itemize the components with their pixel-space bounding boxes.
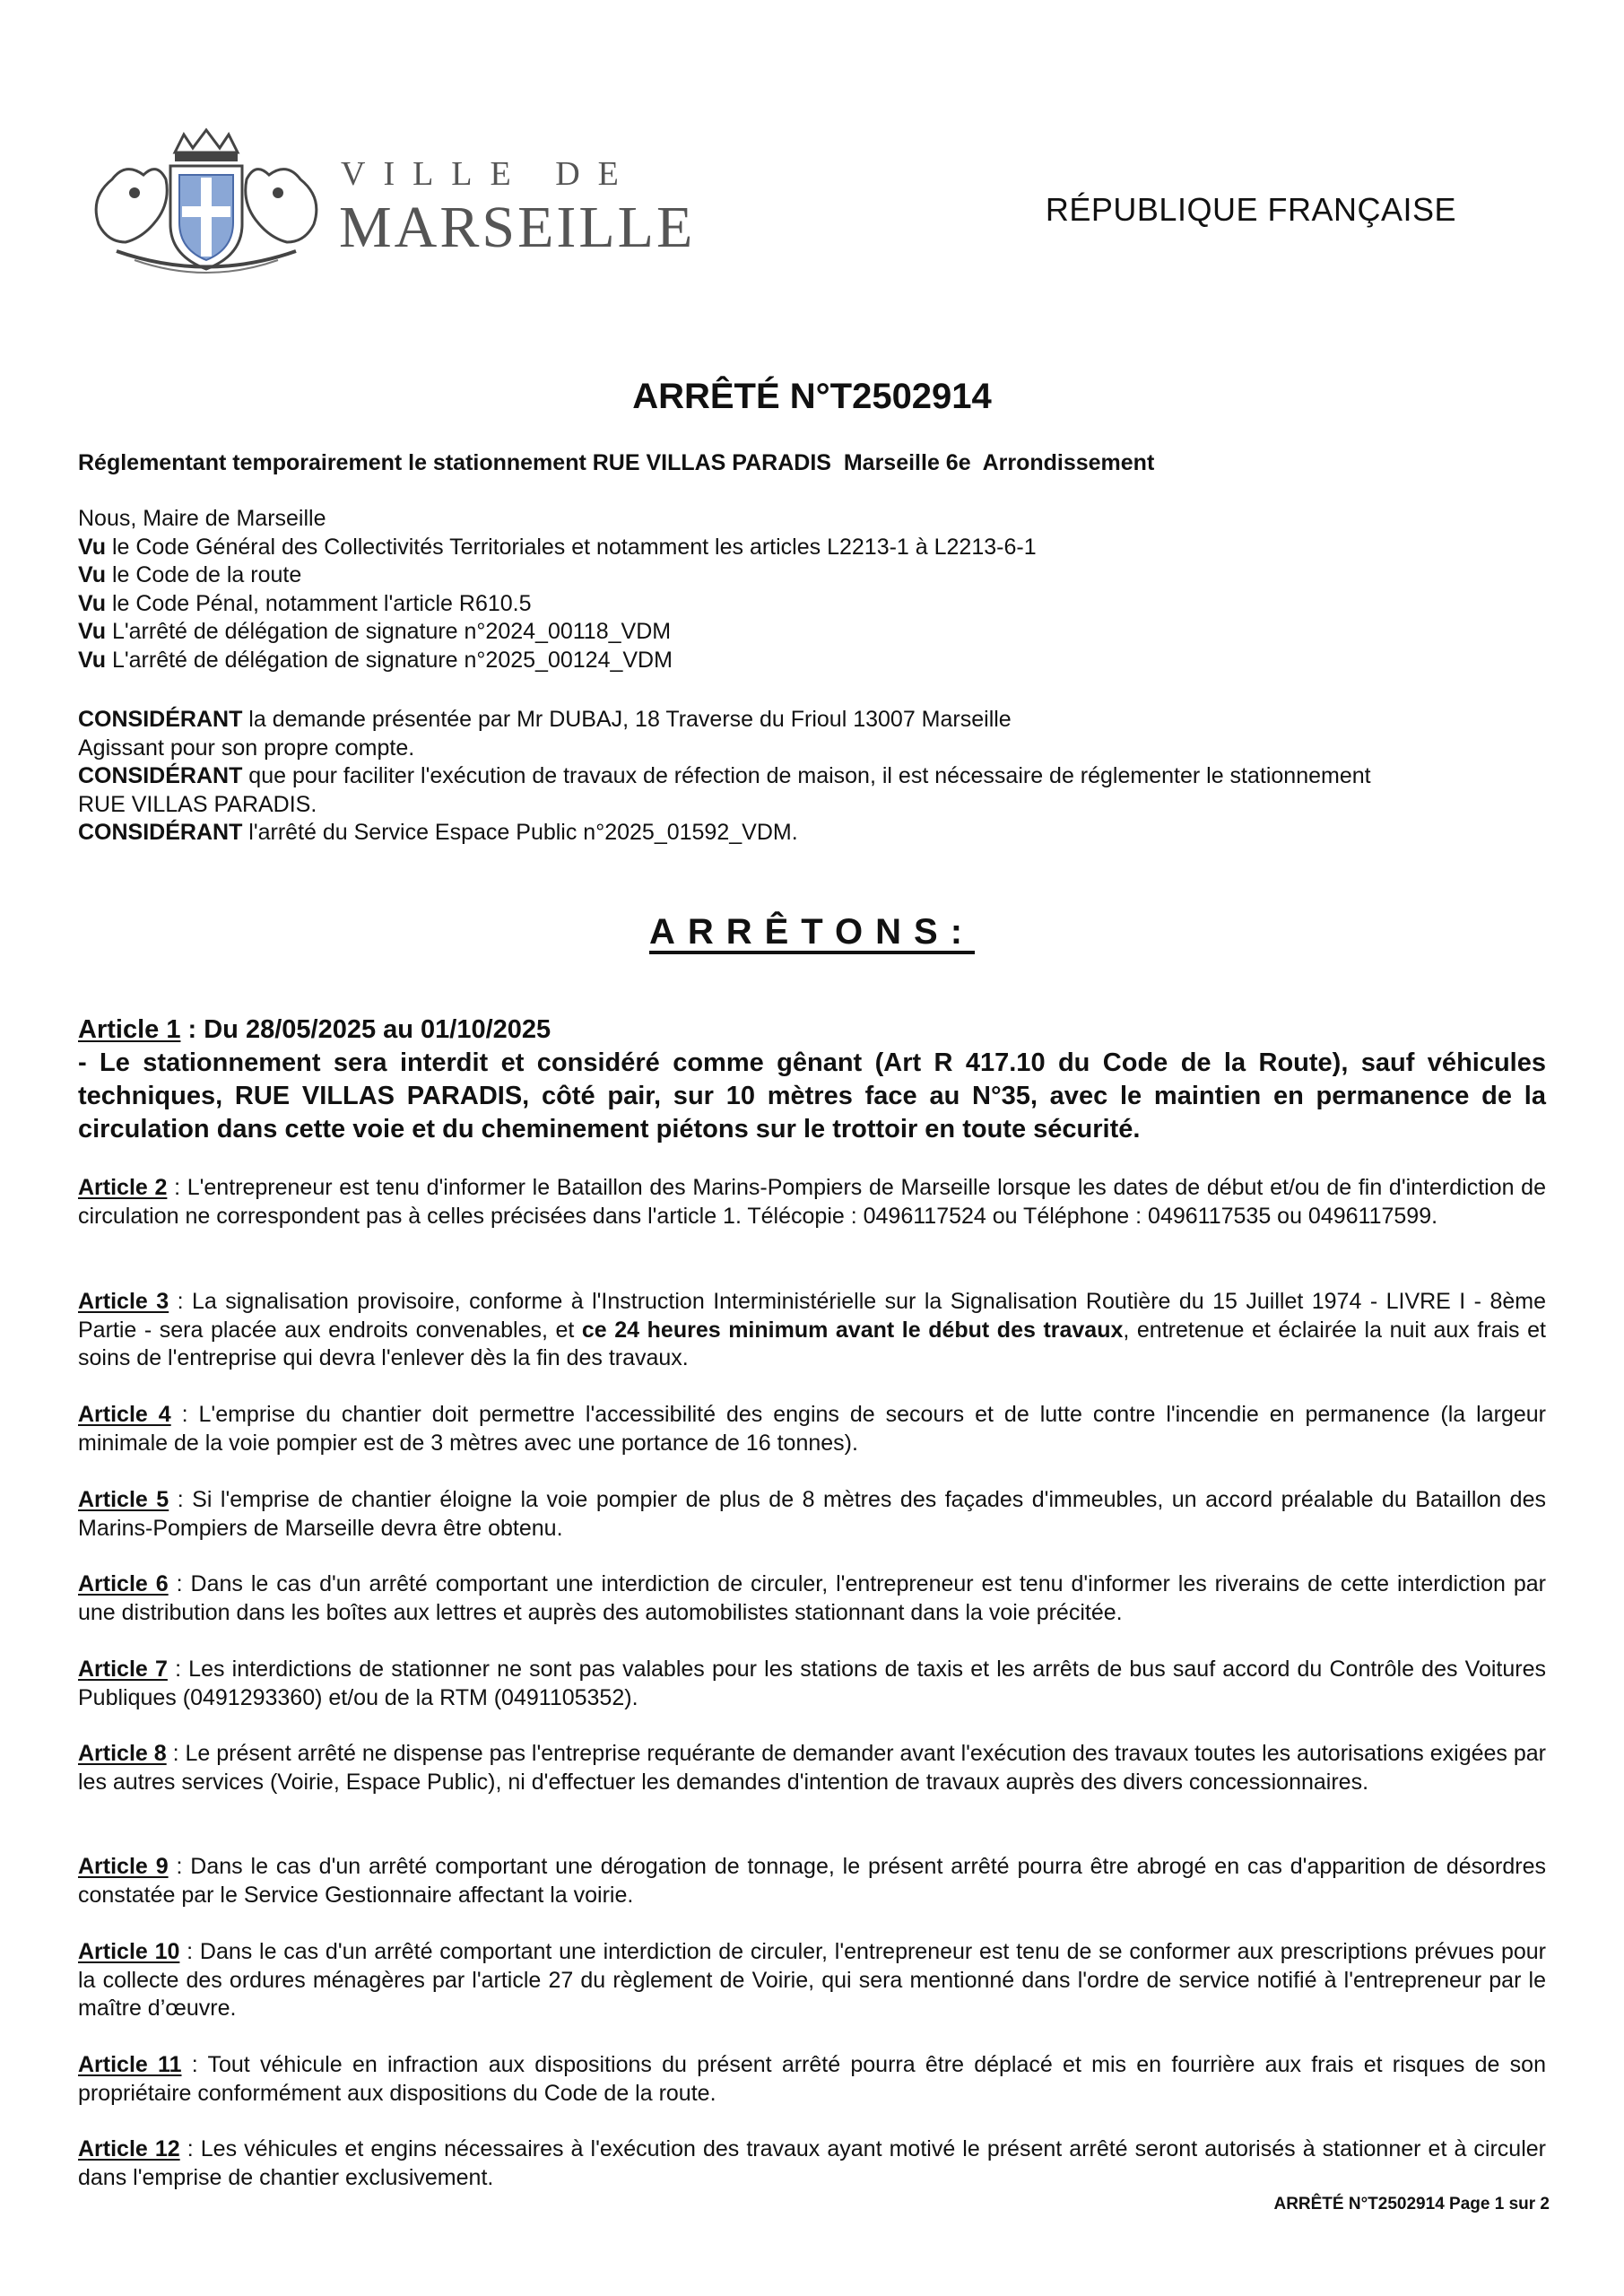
article-10: Article 10 : Dans le cas d'un arrêté comportant une interdiction de circuler, l'entrepreneur est tenu de se conformer aux prescriptions prévues pour la collecte des ordures ménagères par l'article 27 du règlement de Voirie, qui sera mentionné dans l'ordre de service notifié à l'entrepreneur par le maître d’œuvre. [78, 1939, 1546, 2021]
article-9: Article 9 : Dans le cas d'un arrêté comportant une dérogation de tonnage, le présent arrêté pourra être abrogé en cas d'apparition de désordres constatée par le Service Gestionnaire affectant la voirie. [78, 1854, 1546, 1908]
article-2: Article 2 : L'entrepreneur est tenu d'informer le Bataillon des Marins-Pompiers de Marseille lorsque les dates de début et/ou de fin d'interdiction de circulation ne correspondent pas à celles précisées dans l'article 1. Télécopie : 0496117524 ou Téléphone : 0496117535 ou 0496117599. [78, 1175, 1546, 1229]
logo-text-ville-de: VILLE DE [341, 155, 637, 193]
vu-section [78, 505, 1549, 674]
article-3: Article 3 : La signalisation provisoire, conforme à l'Instruction Interministérielle sur la Signalisation Routière du 15 Juillet 1974 - LIVRE I - 8ème Partie - sera placée aux endroits convenables, et ce 24 heures minimum avant le début des travaux, entretenue et éclairée la nuit aux frais et soins de l'entreprise qui devra l'enlever dès la fin des travaux. [78, 1289, 1546, 1370]
vu-line: Vu L'arrêté de délégation de signature n°2025_00124_VDM [78, 647, 673, 673]
article-7: Article 7 : Les interdictions de stationner ne sont pas valables pour les stations de taxis et les arrêts de bus sauf accord du Contrôle des Voitures Publiques (0491293360) et/ou de la RTM (0491105352). [78, 1657, 1546, 1710]
vu-line: Vu le Code Pénal, notamment l'article R610.5 [78, 590, 532, 616]
vu-line: Vu le Code de la route [78, 562, 302, 587]
considerant-section [78, 706, 1549, 848]
arretons-heading: ARRÊTONS: [648, 912, 976, 952]
intro-line: Nous, Maire de Marseille [78, 506, 326, 531]
article-12: Article 12 : Les véhicules et engins nécessaires à l'exécution des travaux ayant motivé le présent arrêté seront autorisés à stationner et à circuler dans l'emprise de chantier exclusivement. [78, 2136, 1546, 2190]
document-subtitle: Réglementant temporairement le stationnement RUE VILLAS PARADIS Marseille 6e Arrondissement [78, 450, 1155, 475]
article-8: Article 8 : Le présent arrêté ne dispense pas l'entreprise requérante de demander avant l'exécution des travaux toutes les autorisations exigées par les autres services (Voirie, Espace Public), ni d'effectuer les demandes d'intention de travaux auprès des divers concessionnaires. [78, 1741, 1546, 1795]
republique-francaise-label: RÉPUBLIQUE FRANÇAISE [1045, 191, 1456, 228]
page-footer: ARRÊTÉ N°T2502914 Page 1 sur 2 [1273, 2195, 1550, 2213]
considerant-line: CONSIDÉRANT l'arrêté du Service Espace Public n°2025_01592_VDM. [78, 820, 798, 845]
city-logo [81, 126, 696, 278]
article-1-heading: Article 1 : Du 28/05/2025 au 01/10/2025 [78, 1015, 551, 1044]
logo-text-marseille: MARSEILLE [339, 195, 696, 260]
marseille-coat-of-arms-icon [81, 126, 332, 278]
considerant-line: CONSIDÉRANT que pour faciliter l'exécution de travaux de réfection de maison, il est nécessaire de réglementer le stationnement [78, 763, 1371, 788]
article-1 [78, 1013, 1546, 1146]
vu-line: Vu L'arrêté de délégation de signature n°2024_00118_VDM [78, 619, 672, 644]
article-1-body: - Le stationnement sera interdit et considéré comme gênant (Art R 417.10 du Code de la Route), sauf véhicules techniques, RUE VILLAS PARADIS, côté pair, sur 10 mètres face au N°35, avec le maintien en permanence de la circulation dans cette voie et du cheminement piétons sur le trottoir en toute sécurité. [78, 1048, 1546, 1144]
considerant-line: CONSIDÉRANT la demande présentée par Mr DUBAJ, 18 Traverse du Frioul 13007 Marseille [78, 707, 1012, 732]
article-6: Article 6 : Dans le cas d'un arrêté comportant une interdiction de circuler, l'entrepreneur est tenu d'informer les riverains de cette interdiction par une distribution dans les boîtes aux lettres et auprès des automobilistes stationnant dans la voie précitée. [78, 1571, 1546, 1625]
vu-line: Vu le Code Général des Collectivités Territoriales et notamment les articles L2213-1 à L2213-6-1 [78, 534, 1037, 560]
article-11: Article 11 : Tout véhicule en infraction aux dispositions du présent arrêté pourra être déplacé et mis en fourrière aux frais et risques de son propriétaire conformément aux dispositions du Code de la route. [78, 2052, 1546, 2106]
considerant-line-continued: RUE VILLAS PARADIS. [78, 791, 317, 817]
considerant-line-continued: Agissant pour son propre compte. [78, 735, 415, 761]
article-5: Article 5 : Si l'emprise de chantier éloigne la voie pompier de plus de 8 mètres des façades d'immeubles, un accord préalable du Bataillon des Marins-Pompiers de Marseille devra être obtenu. [78, 1487, 1546, 1541]
document-title: ARRÊTÉ N°T2502914 [632, 377, 992, 416]
article-4: Article 4 : L'emprise du chantier doit permettre l'accessibilité des engins de secours et de lutte contre l'incendie en permanence (la largeur minimale de la voie pompier est de 3 mètres avec une portance de 16 tonnes). [78, 1402, 1546, 1456]
